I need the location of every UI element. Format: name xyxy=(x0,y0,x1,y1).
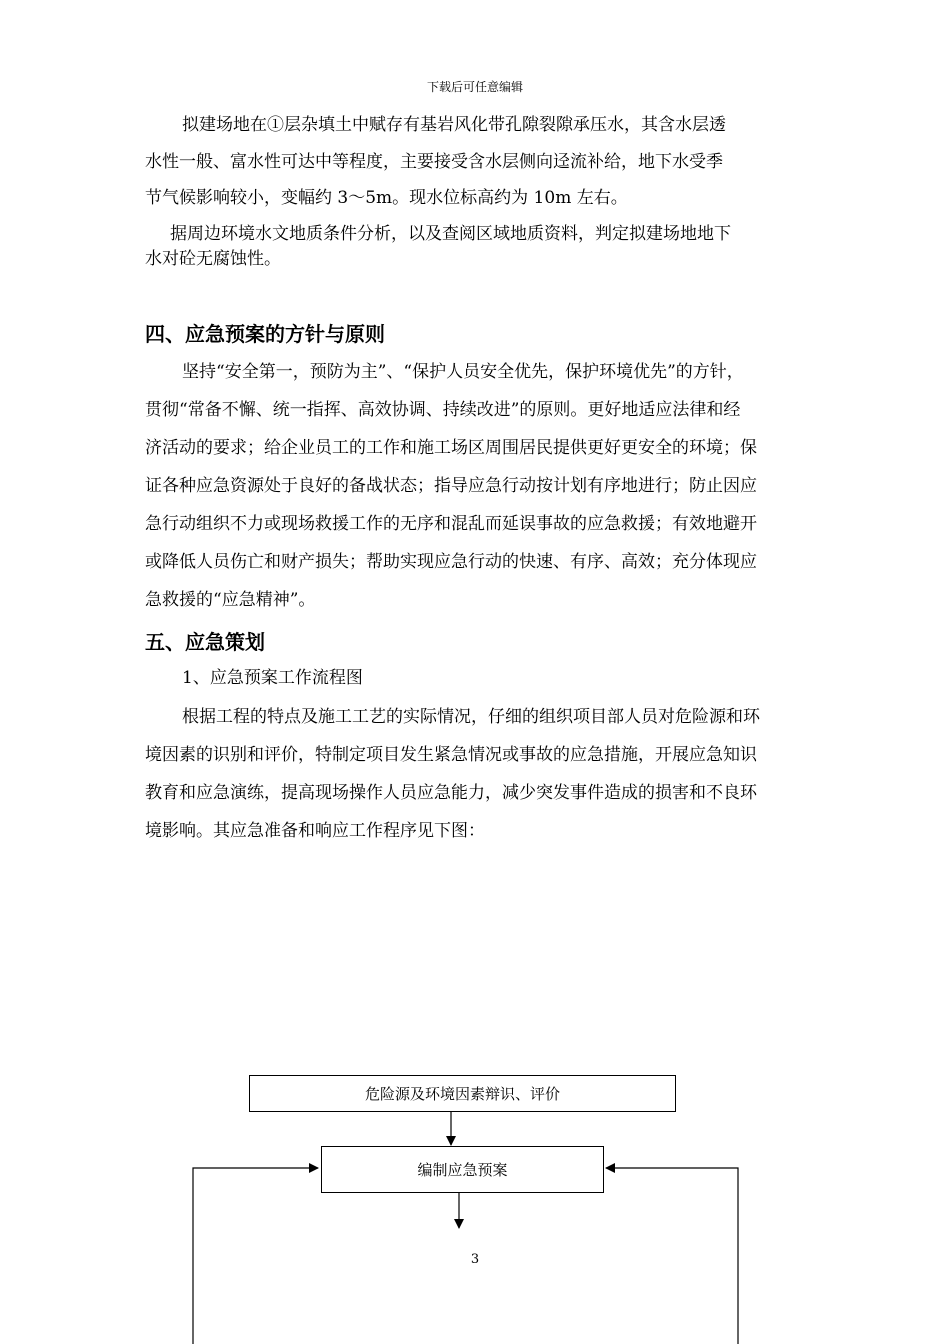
section5-line-1: 根据工程的特点及施工工艺的实际情况，仔细的组织项目部人员对危险源和环 xyxy=(182,707,760,727)
section4-heading: 四、应急预案的方针与原则 xyxy=(145,322,385,346)
section5-subheading: 1、应急预案工作流程图 xyxy=(182,668,363,688)
section4-line-3: 济活动的要求；给企业员工的工作和施工场区周围居民提供更好更安全的环境；保 xyxy=(145,438,757,458)
intro-line-5: 水对砼无腐蚀性。 xyxy=(145,249,281,269)
section5-line-2: 境因素的识别和评价，特制定项目发生紧急情况或事故的应急措施，开展应急知识 xyxy=(145,745,757,765)
section4-line-6: 或降低人员伤亡和财产损失；帮助实现应急行动的快速、有序、高效；充分体现应 xyxy=(145,552,757,572)
section4-line-1: 坚持“安全第一，预防为主”、“保护人员安全优先，保护环境优先”的方针， xyxy=(182,362,744,382)
intro-line-4: 据周边环境水文地质条件分析，以及查阅区域地质资料，判定拟建场地地下 xyxy=(170,224,731,244)
section5-line-4: 境影响。其应急准备和响应工作程序见下图： xyxy=(145,821,485,841)
section5-heading: 五、应急策划 xyxy=(145,630,265,654)
section4-line-4: 证各种应急资源处于良好的备战状态；指导应急行动按计划有序地进行；防止因应 xyxy=(145,476,757,496)
page-number: 3 xyxy=(470,1252,480,1267)
section4-line-7: 急救援的“应急精神”。 xyxy=(145,590,316,610)
intro-line-3: 节气候影响较小，变幅约 3～5m。现水位标高约为 10m 左右。 xyxy=(145,188,628,208)
flow-box-hazard-identification: 危险源及环境因素辩识、评价 xyxy=(249,1075,676,1112)
intro-line-1: 拟建场地在①层杂填土中赋存有基岩风化带孔隙裂隙承压水，其含水层透 xyxy=(182,115,726,135)
section5-line-3: 教育和应急演练，提高现场操作人员应急能力，减少突发事件造成的损害和不良环 xyxy=(145,783,757,803)
section4-line-5: 急行动组织不力或现场救援工作的无序和混乱而延误事故的应急救援；有效地避开 xyxy=(145,514,757,534)
section4-line-2: 贯彻“常备不懈、统一指挥、高效协调、持续改进”的原则。更好地适应法律和经 xyxy=(145,400,741,420)
flow-box-prepare-plan: 编制应急预案 xyxy=(321,1146,604,1193)
intro-line-2: 水性一般、富水性可达中等程度，主要接受含水层侧向迳流补给，地下水受季 xyxy=(145,152,723,172)
header-note: 下载后可任意编辑 xyxy=(426,80,523,94)
